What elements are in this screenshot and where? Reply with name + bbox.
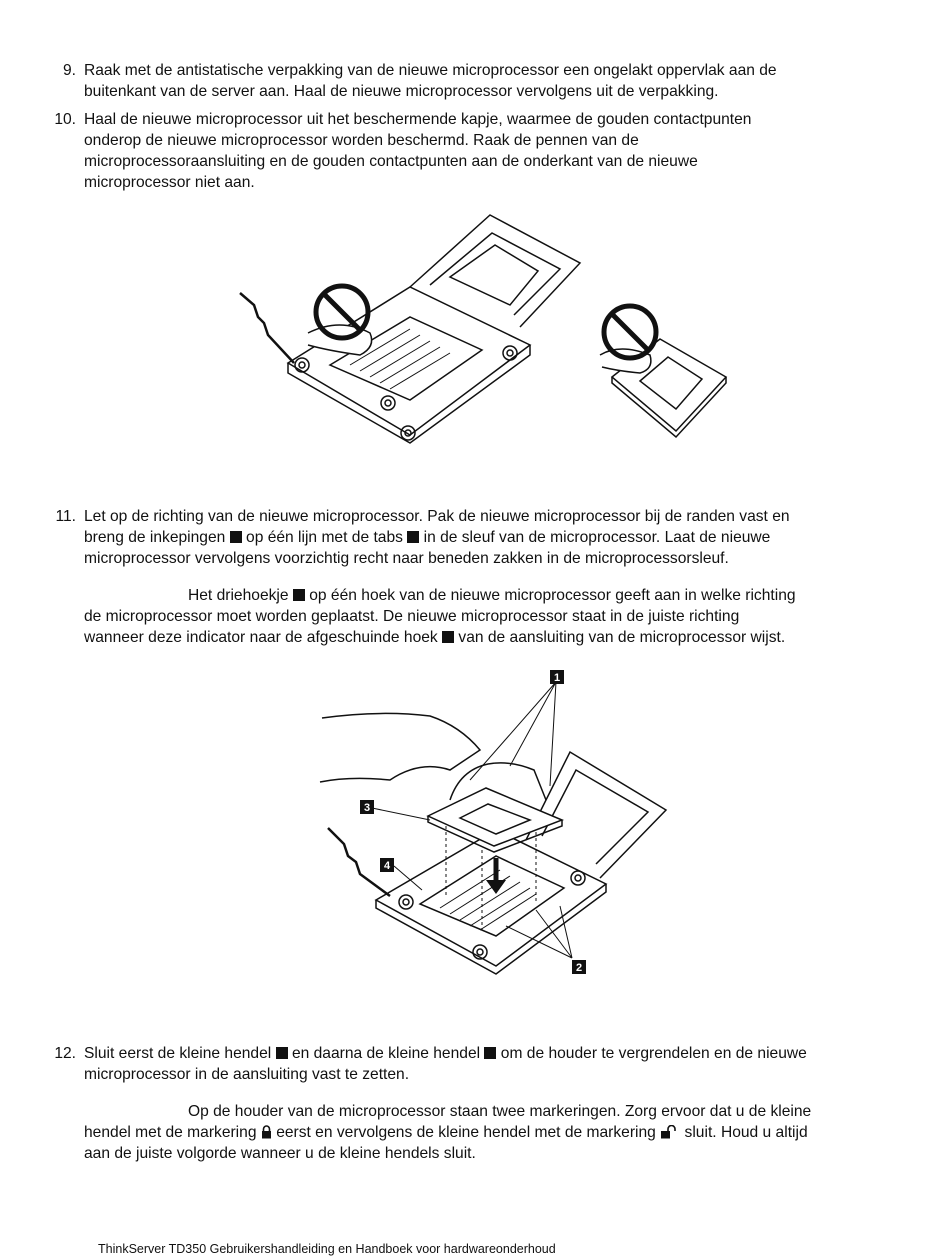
callout-marker-icon bbox=[484, 1047, 496, 1059]
text-line: microprocessor niet aan. bbox=[84, 174, 255, 191]
step-text bbox=[84, 109, 884, 193]
text-line: Raak met de antistatische verpakking van de nieuwe microprocessor een ongelakt oppervlak aan de bbox=[84, 62, 777, 79]
text-segment: om de houder te vergrendelen en de nieuwe bbox=[500, 1045, 807, 1062]
step-text bbox=[84, 1043, 884, 1085]
text-line: microprocessor vervolgens voorzichtig recht naar beneden zakken in de microprocessorsleuf. bbox=[84, 550, 729, 567]
locked-icon bbox=[261, 1125, 272, 1139]
figure-insert-microprocessor-illustration bbox=[310, 660, 690, 990]
text-line bbox=[84, 585, 884, 606]
text-segment: van de aansluiting van de microprocessor wijst. bbox=[458, 629, 786, 646]
text-segment: op één hoek van de nieuwe microprocessor geeft aan in welke richting bbox=[309, 587, 796, 604]
note-step-11 bbox=[84, 585, 884, 648]
text-line: microprocessoraansluiting en de gouden contactpunten aan de onderkant van de nieuwe bbox=[84, 153, 698, 170]
callout-marker-icon bbox=[407, 531, 419, 543]
text-line bbox=[84, 527, 884, 548]
text-segment: Het driehoekje bbox=[188, 587, 289, 604]
text-segment: en daarna de kleine hendel bbox=[291, 1045, 481, 1062]
text-line bbox=[84, 627, 884, 648]
text-line: microprocessor in de aansluiting vast te zetten. bbox=[84, 1066, 410, 1083]
text-line bbox=[84, 1101, 884, 1122]
step-number: 12. bbox=[54, 1045, 76, 1062]
text-line: buitenkant van de server aan. Haal de nieuwe microprocessor vervolgens uit de verpakking. bbox=[84, 83, 719, 100]
step-text bbox=[84, 60, 884, 102]
text-segment: Op de houder van de microprocessor staan twee markeringen. Zorg ervoor dat u de kleine bbox=[188, 1103, 812, 1120]
text-line: onderop de nieuwe microprocessor worden beschermd. Raak de pennen van de bbox=[84, 132, 639, 149]
text-line bbox=[84, 1043, 884, 1064]
note-step-12 bbox=[84, 1101, 884, 1164]
callout-marker-icon bbox=[230, 531, 242, 543]
unlocked-icon bbox=[660, 1125, 680, 1139]
text-segment: hendel met de markering bbox=[84, 1124, 257, 1141]
text-segment: breng de inkepingen bbox=[84, 529, 226, 546]
callout-marker-icon bbox=[276, 1047, 288, 1059]
callout-marker-icon bbox=[293, 589, 305, 601]
text-segment: in de sleuf van de microprocessor. Laat de nieuwe bbox=[423, 529, 771, 546]
step-text bbox=[84, 506, 884, 569]
step-number: 11. bbox=[55, 508, 76, 525]
text-segment: wanneer deze indicator naar de afgeschuinde hoek bbox=[84, 629, 438, 646]
text-segment: sluit. Houd u altijd bbox=[684, 1124, 808, 1141]
text-line: de microprocessor moet worden geplaatst. De nieuwe microprocessor staat in de juiste richting bbox=[84, 608, 740, 625]
step-number: 10. bbox=[54, 111, 76, 128]
figure-do-not-touch-illustration bbox=[220, 205, 740, 455]
callout-label: 1 bbox=[553, 672, 561, 684]
text-line: Let op de richting van de nieuwe microprocessor. Pak de nieuwe microprocessor bij de randen vast en bbox=[84, 508, 790, 525]
step-number: 9. bbox=[62, 62, 76, 79]
text-line: aan de juiste volgorde wanneer u de kleine hendels sluit. bbox=[84, 1145, 476, 1162]
callout-marker-icon bbox=[442, 631, 454, 643]
callout-label: 3 bbox=[363, 802, 371, 814]
text-segment: eerst en vervolgens de kleine hendel met de markering bbox=[276, 1124, 656, 1141]
text-line: Haal de nieuwe microprocessor uit het beschermende kapje, waarmee de gouden contactpunten bbox=[84, 111, 752, 128]
page-footer: ThinkServer TD350 Gebruikershandleiding en Handboek voor hardwareonderhoud bbox=[98, 1242, 556, 1256]
text-segment: op één lijn met de tabs bbox=[246, 529, 403, 546]
callout-label: 2 bbox=[575, 962, 583, 974]
callout-label: 4 bbox=[383, 860, 391, 872]
text-line bbox=[84, 1122, 884, 1143]
text-segment: Sluit eerst de kleine hendel bbox=[84, 1045, 272, 1062]
